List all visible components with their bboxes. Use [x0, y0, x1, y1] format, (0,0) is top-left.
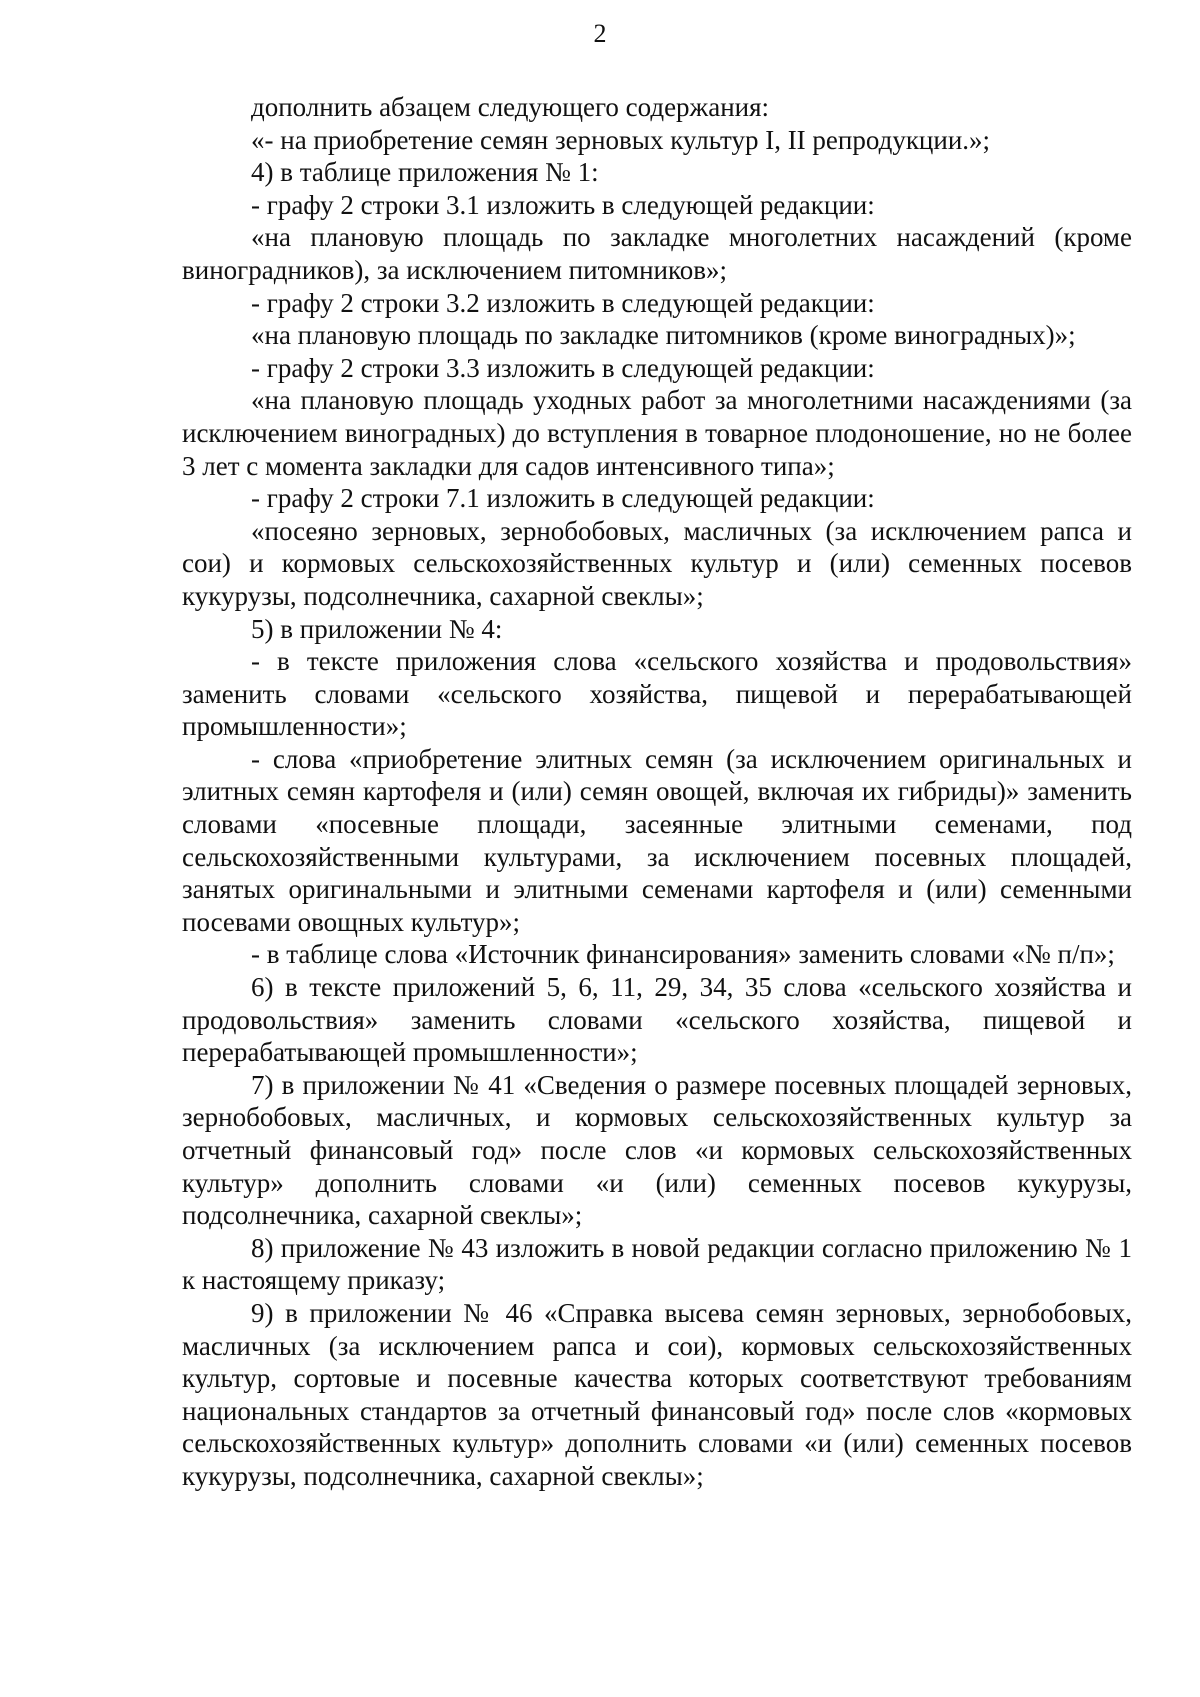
paragraph: «на плановую площадь по закладке питомников (кроме виноградных)»; — [251, 320, 1076, 351]
paragraph: 4) в таблице приложения № 1: — [251, 157, 599, 188]
paragraph: 8) приложение № 43 изложить в новой редакции согласно приложению № 1 к настоящему приказу; — [182, 1232, 1132, 1296]
page-number: 2 — [593, 19, 607, 48]
paragraph: 9) в приложении № 46 «Справка высева семян зерновых, зернобобовых, масличных (за исключением рапса и сои), кормовых сельскохозяйственных культур, сортовые и посевные качества которых соответствуют требованиям национальных стандартов за отчетный финансовый год» после слов «кормовых сельскохозяйственных культур» дополнить словами «и (или) семенных посевов кукурузы, подсолнечника, сахарной свеклы»; — [182, 1297, 1132, 1491]
paragraph: - графу 2 строки 3.1 изложить в следующей редакции: — [251, 189, 875, 220]
paragraph: 6) в тексте приложений 5, 6, 11, 29, 34, 35 слова «сельского хозяйства и продовольствия» заменить словами «сельского хозяйства, пищевой и перерабатывающей промышленности»; — [182, 972, 1132, 1068]
paragraph: «- на приобретение семян зерновых культур I, II репродукции.»; — [251, 124, 991, 155]
paragraph: - в таблице слова «Источник финансирования» заменить словами «№ п/п»; — [251, 939, 1115, 970]
paragraph: 5) в приложении № 4: — [251, 613, 503, 644]
paragraph: - слова «приобретение элитных семян (за исключением оригинальных и элитных семян картофеля и (или) семян овощей, включая их гибриды)» заменить словами «посевные площади, засеянные элитными семенами, под сельскохозяйственными культурами, за исключением посевных площадей, занятых оригинальными и элитными семенами картофеля и (или) семенными посевами овощных культур»; — [182, 743, 1132, 937]
document-body — [182, 91, 1132, 1493]
paragraph: «на плановую площадь по закладке многолетних насаждений (кроме виноградников), за исключением питомников»; — [182, 222, 1132, 285]
paragraph: - графу 2 строки 3.3 изложить в следующей редакции: — [251, 352, 875, 383]
paragraph: - в тексте приложения слова «сельского хозяйства и продовольствия» заменить словами «сельского хозяйства, пищевой и перерабатывающей промышленности»; — [182, 646, 1132, 742]
paragraph: - графу 2 строки 7.1 изложить в следующей редакции: — [251, 483, 875, 514]
paragraph: - графу 2 строки 3.2 изложить в следующей редакции: — [251, 287, 875, 318]
paragraph: «на плановую площадь уходных работ за многолетними насаждениями (за исключением виноградных) до вступления в товарное плодоношение, но не более 3 лет с момента закладки для садов интенсивного типа»; — [182, 385, 1132, 481]
paragraph: «посеяно зерновых, зернобобовых, масличных (за исключением рапса и сои) и кормовых сельскохозяйственных культур и (или) семенных посевов кукурузы, подсолнечника, сахарной свеклы»; — [182, 515, 1132, 611]
paragraph: дополнить абзацем следующего содержания: — [251, 92, 770, 122]
paragraph: 7) в приложении № 41 «Сведения о размере посевных площадей зерновых, зернобобовых, масличных, и кормовых сельскохозяйственных культур за отчетный финансовый год» после слов «и кормовых сельскохозяйственных культур» дополнить словами «и (или) семенных посевов кукурузы, подсолнечника, сахарной свеклы»; — [182, 1069, 1132, 1231]
